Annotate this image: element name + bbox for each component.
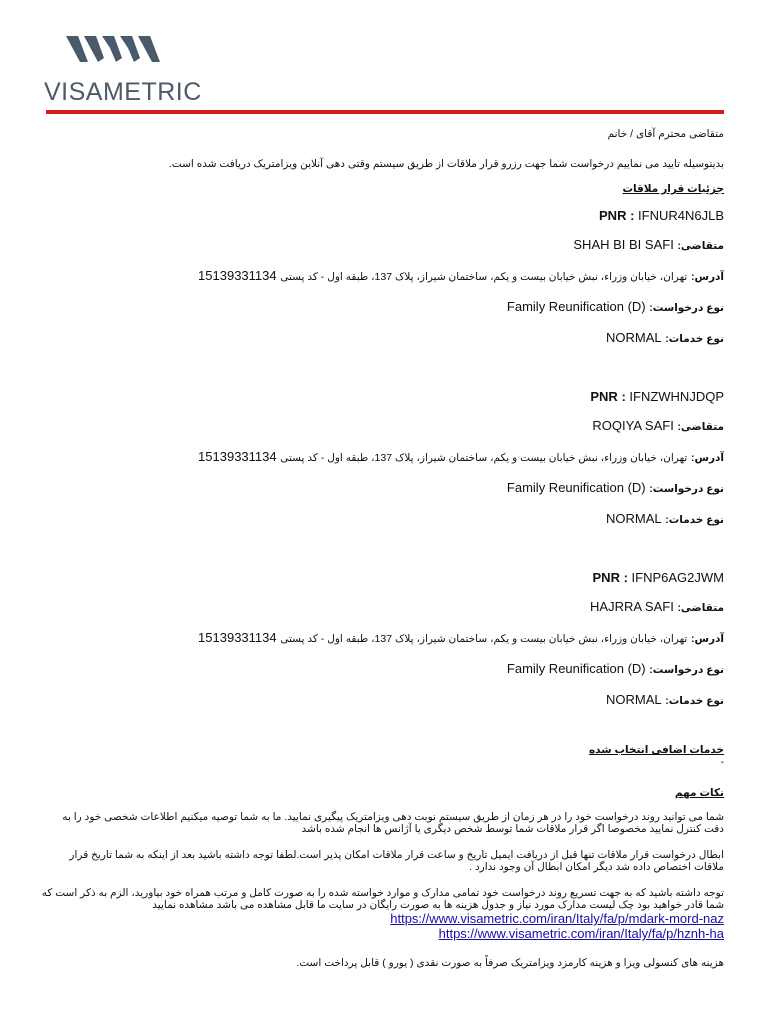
applicant-field xyxy=(40,417,724,436)
request-type-field xyxy=(40,660,724,679)
note-paragraph: ابطال درخواست قرار ملاقات تنها قبل از دریافت ایمیل تاریخ و ساعت قرار ملاقات امکان پذیر است.لطفا توجه داشته باشید بعد از اینکه به شما تاریخ قرار ملاقات اختصاص داده شد دیگر امکان ابطال آن وجود ندارد . xyxy=(69,849,724,873)
applicant-field xyxy=(40,236,724,255)
postal-code: 15139331134 xyxy=(198,449,277,464)
request-type-value: Family Reunification (D) xyxy=(506,661,646,676)
address-field xyxy=(40,448,724,467)
service-type-field xyxy=(40,329,724,348)
visametric-logo xyxy=(44,36,202,106)
address-field xyxy=(40,267,724,286)
postal-code: 15139331134 xyxy=(198,630,277,645)
address-value: تهران، خیابان وزراء، نبش خیابان بیست و یکم، ساختمان شیراز، پلاک 137، طبقه اول - کد پستی xyxy=(280,633,688,645)
service-type-field xyxy=(40,691,724,710)
pnr-value: IFNP6AG2JWM xyxy=(631,570,724,585)
address-label: آدرس: xyxy=(690,633,724,645)
service-type-label: نوع خدمات: xyxy=(665,695,724,707)
pnr-label: PNR xyxy=(599,208,627,223)
service-type-value: NORMAL xyxy=(606,692,662,707)
applicant-value: ROQIYA SAFI xyxy=(592,418,674,433)
notes-heading: نکات مهم xyxy=(674,787,724,799)
address-value: تهران، خیابان وزراء، نبش خیابان بیست و یکم، ساختمان شیراز، پلاک 137، طبقه اول - کد پستی xyxy=(280,271,688,283)
note-paragraph: شما می توانید روند درخواست خود را در هر زمان از طریق سیستم نوبت دهی ویزامتریک پیگیری نمایید. ما به شما توصیه میکنیم اطلاعات شخصی خود را به دقت کنترل نمایید مخصوصا اگر قرار ملاقات شما توسط شخص دیگری یا آژانس ها انجام شده باشد xyxy=(62,811,724,835)
request-type-value: Family Reunification (D) xyxy=(506,480,646,495)
request-type-field xyxy=(40,479,724,498)
applicant-label: متقاضی: xyxy=(677,602,724,614)
fees-table-link[interactable]: https://www.visametric.com/iran/Italy/fa/p/hznh-ha xyxy=(438,926,724,941)
appointment-block xyxy=(40,207,724,348)
applicant-value: HAJRRA SAFI xyxy=(590,599,674,614)
extra-services-value: - xyxy=(720,756,724,768)
payment-note: هزینه های کنسولی ویزا و هزینه کارمزد ویزامتریک صرفاً به صورت نقدی ( یورو ) قابل پرداخت است. xyxy=(296,957,724,969)
visametric-logo-mark-icon xyxy=(66,36,160,66)
logo-text: VISAMETRIC xyxy=(44,78,202,106)
applicant-value: SHAH BI BI SAFI xyxy=(573,237,674,252)
applicant-field xyxy=(40,598,724,617)
service-type-label: نوع خدمات: xyxy=(665,333,724,345)
header-divider xyxy=(46,110,724,114)
details-heading: جزئیات قرار ملاقات xyxy=(622,183,724,195)
applicant-label: متقاضی: xyxy=(677,240,724,252)
request-type-value: Family Reunification (D) xyxy=(506,299,646,314)
pnr-label: PNR xyxy=(590,389,618,404)
request-type-field xyxy=(40,298,724,317)
address-label: آدرس: xyxy=(690,271,724,283)
appointment-block xyxy=(40,388,724,529)
request-type-label: نوع درخواست: xyxy=(649,483,724,495)
service-type-value: NORMAL xyxy=(606,330,662,345)
request-type-label: نوع درخواست: xyxy=(649,302,724,314)
note-paragraph: توجه داشته باشید که به جهت تسریع روند درخواست خود تمامی مدارک و موارد خواسته شده را به صورت کامل و مرتب همراه خود بیاورید، الزم به ذکر است که شما قادر خواهید بود چک لیست مدارک مورد نیاز و جدول هزینه ها به صورت رایگان در سایت ما قابل مشاهده می باشد مشاهده نمایید xyxy=(41,887,724,911)
appointment-block xyxy=(40,569,724,710)
pnr-value: IFNUR4N6JLB xyxy=(638,208,724,223)
pnr-label: PNR xyxy=(592,570,620,585)
address-value: تهران، خیابان وزراء، نبش خیابان بیست و یکم، ساختمان شیراز، پلاک 137، طبقه اول - کد پستی xyxy=(280,452,688,464)
service-type-value: NORMAL xyxy=(606,511,662,526)
intro-text: بدینوسیله تایید می نماییم درخواست شما جهت رزرو قرار ملاقات از طریق سیستم وقتی دهی آنلاین ویزامتریک دریافت شده است. xyxy=(168,158,724,170)
email-body xyxy=(40,122,724,969)
extra-services-heading: خدمات اضافی انتخاب شده xyxy=(588,744,724,756)
pnr-field: PNR : IFNZWHNJDQP xyxy=(590,389,724,404)
greeting: متقاضی محترم آقای / خانم xyxy=(607,128,724,140)
pnr-field: PNR : IFNUR4N6JLB xyxy=(599,208,724,223)
pnr-field: PNR : IFNP6AG2JWM xyxy=(592,570,724,585)
documents-checklist-link[interactable]: https://www.visametric.com/iran/Italy/fa/p/mdark-mord-naz xyxy=(390,911,724,926)
pnr-value: IFNZWHNJDQP xyxy=(629,389,724,404)
service-type-field xyxy=(40,510,724,529)
postal-code: 15139331134 xyxy=(198,268,277,283)
request-type-label: نوع درخواست: xyxy=(649,664,724,676)
address-field xyxy=(40,629,724,648)
service-type-label: نوع خدمات: xyxy=(665,514,724,526)
applicant-label: متقاضی: xyxy=(677,421,724,433)
address-label: آدرس: xyxy=(690,452,724,464)
